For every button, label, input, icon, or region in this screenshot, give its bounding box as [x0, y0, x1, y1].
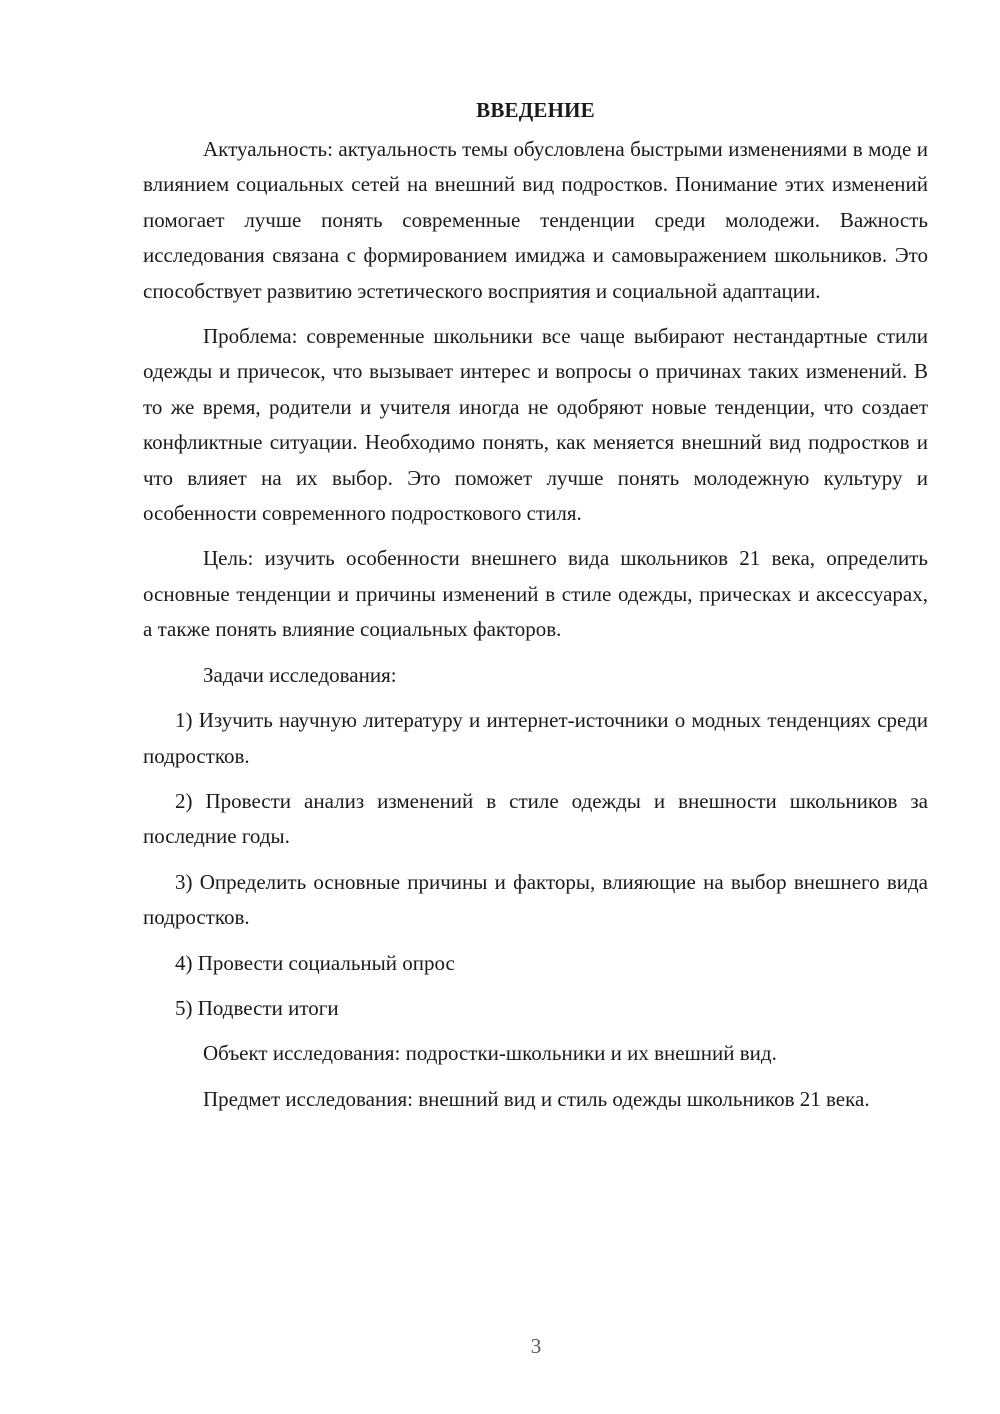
task-item: 2) Провести анализ изменений в стиле одежды и внешности школьников за последние годы. [143, 788, 928, 849]
paragraph-subject: Предмет исследования: внешний вид и стиль одежды школьников 21 века. [203, 1086, 870, 1111]
task-item: 4) Провести социальный опрос [175, 950, 455, 975]
paragraph-goal: Цель: изучить особенности внешнего вида школьников 21 века, определить основные тенденции и причины изменений в стиле одежды, прическах и аксессуарах, а также понять влияние социальных факторов. [143, 546, 928, 642]
section-title: ВВЕДЕНИЕ [476, 98, 595, 122]
task-item: 3) Определить основные причины и факторы, влияющие на выбор внешнего вида подростков. [143, 869, 928, 930]
document-page [143, 96, 928, 1127]
paragraph-object: Объект исследования: подростки-школьники и их внешний вид. [203, 1041, 777, 1066]
task-item: 1) Изучить научную литературу и интернет-источники о модных тенденциях среди подростков. [143, 708, 928, 768]
paragraph-tasks-heading: Задачи исследования: [203, 662, 397, 687]
page-number: 3 [530, 1334, 542, 1358]
task-item: 5) Подвести итоги [175, 995, 339, 1020]
paragraph-problem: Проблема: современные школьники все чаще выбирают нестандартные стили одежды и причесок, что вызывает интерес и вопросы о причинах таких изменений. В то же время, родители и учителя иногда не одобряют новые тенденции, что создает конфликтные ситуации. Необходимо понять, как меняется внешний вид подростков и что влияет на их выбор. Это поможет лучше понять молодежную культуру и особенности современного подросткового стиля. [143, 324, 928, 526]
paragraph-relevance: Актуальность: актуальность темы обусловлена быстрыми изменениями в моде и влиянием социальных сетей на внешний вид подростков. Понимание этих изменений помогает лучше понять современные тенденции среди молодежи. Важность исследования связана с формированием имиджа и самовыражением школьников. Это способствует развитию эстетического восприятия и социальной адаптации. [143, 137, 928, 303]
